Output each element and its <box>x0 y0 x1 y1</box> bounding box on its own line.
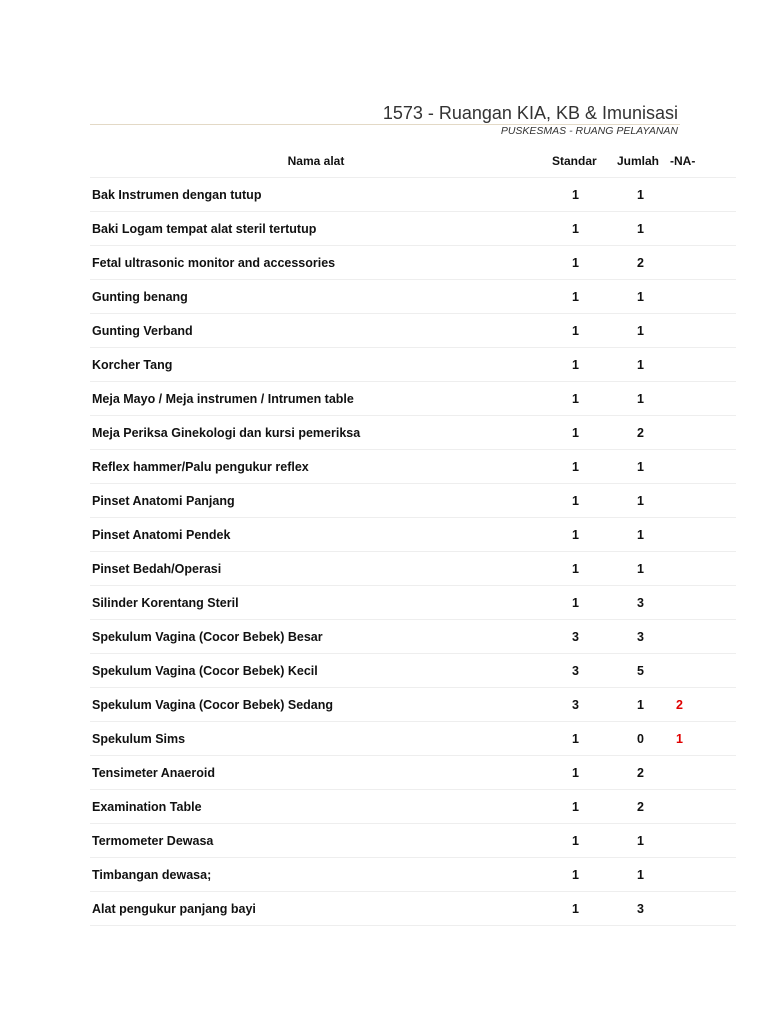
jumlah-cell: 2 <box>607 790 668 824</box>
na-cell <box>668 246 736 280</box>
equipment-name-cell: Bak Instrumen dengan tutup <box>90 178 542 212</box>
equipment-name-cell: Fetal ultrasonic monitor and accessories <box>90 246 542 280</box>
table-row <box>90 518 736 552</box>
jumlah-cell: 1 <box>607 314 668 348</box>
equipment-name-cell: Spekulum Vagina (Cocor Bebek) Besar <box>90 620 542 654</box>
table-row <box>90 246 736 280</box>
table-row <box>90 416 736 450</box>
jumlah-cell: 1 <box>607 178 668 212</box>
table-row <box>90 178 736 212</box>
table-row <box>90 824 736 858</box>
page-title: 1573 - Ruangan KIA, KB & Imunisasi <box>382 103 678 123</box>
equipment-name-cell: Meja Periksa Ginekologi dan kursi pemeriksa <box>90 416 542 450</box>
standar-cell: 1 <box>542 586 607 620</box>
na-cell <box>668 824 736 858</box>
column-header-standar-label: Standar <box>552 153 597 168</box>
equipment-name-cell: Tensimeter Anaeroid <box>90 756 542 790</box>
table-row <box>90 212 736 246</box>
jumlah-cell: 1 <box>607 280 668 314</box>
na-cell <box>668 756 736 790</box>
jumlah-cell: 3 <box>607 892 668 926</box>
table-row <box>90 348 736 382</box>
standar-cell: 1 <box>542 552 607 586</box>
table-row <box>90 620 736 654</box>
na-cell <box>668 450 736 484</box>
standar-cell: 1 <box>542 518 607 552</box>
na-cell <box>668 348 736 382</box>
document-header <box>90 102 680 138</box>
table-row <box>90 688 736 722</box>
page-subtitle: PUSKESMAS - RUANG PELAYANAN <box>500 125 678 137</box>
standar-cell: 3 <box>542 620 607 654</box>
equipment-name-cell: Silinder Korentang Steril <box>90 586 542 620</box>
jumlah-cell: 3 <box>607 620 668 654</box>
jumlah-cell: 1 <box>607 484 668 518</box>
jumlah-cell: 2 <box>607 756 668 790</box>
jumlah-cell: 1 <box>607 382 668 416</box>
standar-cell: 1 <box>542 314 607 348</box>
table-row <box>90 892 736 926</box>
equipment-name-cell: Reflex hammer/Palu pengukur reflex <box>90 450 542 484</box>
equipment-name-cell: Baki Logam tempat alat steril tertutup <box>90 212 542 246</box>
table-row <box>90 722 736 756</box>
jumlah-cell: 1 <box>607 518 668 552</box>
na-cell <box>668 416 736 450</box>
column-header-na <box>668 144 736 178</box>
equipment-name-cell: Alat pengukur panjang bayi <box>90 892 542 926</box>
table-row <box>90 756 736 790</box>
standar-cell: 1 <box>542 212 607 246</box>
standar-cell: 1 <box>542 416 607 450</box>
na-cell <box>668 586 736 620</box>
na-cell <box>668 892 736 926</box>
standar-cell: 1 <box>542 450 607 484</box>
jumlah-cell: 1 <box>607 552 668 586</box>
table-row <box>90 280 736 314</box>
jumlah-cell: 1 <box>607 858 668 892</box>
equipment-table <box>90 144 736 926</box>
table-row <box>90 858 736 892</box>
table-row <box>90 654 736 688</box>
jumlah-cell: 1 <box>607 212 668 246</box>
na-cell <box>668 382 736 416</box>
table-row <box>90 790 736 824</box>
equipment-name-cell: Gunting benang <box>90 280 542 314</box>
equipment-name-cell: Pinset Anatomi Pendek <box>90 518 542 552</box>
column-header-standar <box>542 144 607 178</box>
table-row <box>90 484 736 518</box>
table-row <box>90 450 736 484</box>
table-body <box>90 178 736 926</box>
na-cell <box>668 280 736 314</box>
standar-cell: 1 <box>542 178 607 212</box>
standar-cell: 1 <box>542 824 607 858</box>
column-header-jumlah <box>607 144 668 178</box>
standar-cell: 1 <box>542 348 607 382</box>
na-cell <box>668 654 736 688</box>
table-row <box>90 314 736 348</box>
table-row <box>90 552 736 586</box>
column-header-jumlah-label: Jumlah <box>617 153 660 168</box>
equipment-name-cell: Spekulum Vagina (Cocor Bebek) Kecil <box>90 654 542 688</box>
jumlah-cell: 1 <box>607 688 668 722</box>
standar-cell: 3 <box>542 688 607 722</box>
na-cell <box>668 518 736 552</box>
na-cell: 1 <box>668 722 736 756</box>
equipment-name-cell: Spekulum Vagina (Cocor Bebek) Sedang <box>90 688 542 722</box>
na-cell <box>668 790 736 824</box>
standar-cell: 1 <box>542 246 607 280</box>
table-row <box>90 586 736 620</box>
table-header-row <box>90 144 736 178</box>
equipment-name-cell: Korcher Tang <box>90 348 542 382</box>
standar-cell: 1 <box>542 858 607 892</box>
jumlah-cell: 1 <box>607 450 668 484</box>
na-cell: 2 <box>668 688 736 722</box>
equipment-name-cell: Examination Table <box>90 790 542 824</box>
jumlah-cell: 1 <box>607 348 668 382</box>
standar-cell: 1 <box>542 382 607 416</box>
standar-cell: 1 <box>542 892 607 926</box>
equipment-name-cell: Meja Mayo / Meja instrumen / Intrumen table <box>90 382 542 416</box>
standar-cell: 1 <box>542 790 607 824</box>
equipment-name-cell: Spekulum Sims <box>90 722 542 756</box>
jumlah-cell: 1 <box>607 824 668 858</box>
na-cell <box>668 620 736 654</box>
jumlah-cell: 3 <box>607 586 668 620</box>
na-cell <box>668 178 736 212</box>
standar-cell: 1 <box>542 756 607 790</box>
na-cell <box>668 314 736 348</box>
equipment-name-cell: Pinset Bedah/Operasi <box>90 552 542 586</box>
jumlah-cell: 5 <box>607 654 668 688</box>
column-header-na-label: -NA- <box>670 153 696 168</box>
standar-cell: 1 <box>542 722 607 756</box>
equipment-name-cell: Pinset Anatomi Panjang <box>90 484 542 518</box>
standar-cell: 3 <box>542 654 607 688</box>
table-row <box>90 382 736 416</box>
jumlah-cell: 2 <box>607 416 668 450</box>
standar-cell: 1 <box>542 484 607 518</box>
jumlah-cell: 2 <box>607 246 668 280</box>
standar-cell: 1 <box>542 280 607 314</box>
na-cell <box>668 212 736 246</box>
equipment-name-cell: Timbangan dewasa; <box>90 858 542 892</box>
na-cell <box>668 484 736 518</box>
column-header-nama-alat: Nama alat <box>90 144 542 178</box>
jumlah-cell: 0 <box>607 722 668 756</box>
na-cell <box>668 858 736 892</box>
na-cell <box>668 552 736 586</box>
equipment-name-cell: Gunting Verband <box>90 314 542 348</box>
equipment-name-cell: Termometer Dewasa <box>90 824 542 858</box>
